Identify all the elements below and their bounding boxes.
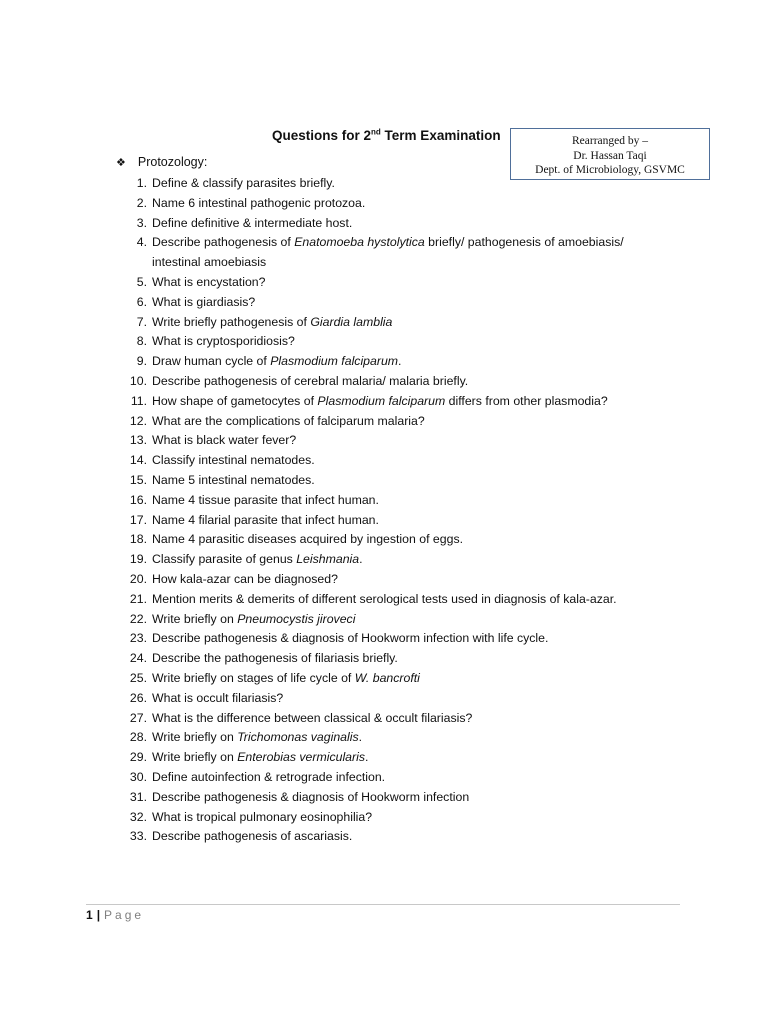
- question-text-part: What is the difference between classical & occult filariasis?: [152, 710, 473, 725]
- question-item: [122, 788, 624, 808]
- credit-line-3: Dept. of Microbiology, GSVMC: [535, 164, 685, 176]
- question-italic-term: Enterobias vermicularis: [237, 750, 365, 765]
- question-italic-term: W. bancrofti: [354, 670, 420, 685]
- question-item: [122, 372, 624, 392]
- question-text-part: Describe pathogenesis of: [152, 235, 295, 250]
- question-text: [152, 412, 425, 432]
- question-item: [122, 590, 624, 610]
- question-number: 15.: [129, 472, 147, 487]
- question-item: [122, 550, 624, 570]
- question-number: 23.: [129, 631, 147, 646]
- question-text-part: How shape of gametocytes of: [152, 393, 318, 408]
- question-number: 30.: [129, 769, 147, 784]
- question-text: [152, 471, 315, 491]
- question-row: [122, 194, 624, 214]
- page-label: Page: [104, 908, 145, 922]
- question-row: [122, 313, 624, 333]
- question-text-part: Define definitive & intermediate host.: [152, 215, 353, 230]
- question-text: [152, 827, 352, 847]
- question-number: 5.: [136, 274, 147, 289]
- question-row: [122, 728, 624, 748]
- question-italic-term: Pneumocystis jiroveci: [237, 611, 356, 626]
- question-number: 22.: [129, 611, 147, 626]
- question-item: [122, 412, 624, 432]
- question-text-part: Write briefly on: [152, 730, 238, 745]
- question-item: [122, 808, 624, 828]
- question-row: [122, 649, 624, 669]
- question-row: [122, 788, 624, 808]
- question-item: [122, 471, 624, 491]
- question-number: 8.: [136, 334, 147, 349]
- question-text: [152, 610, 355, 630]
- question-row: [122, 392, 624, 412]
- question-text-part: .: [359, 552, 363, 567]
- question-text: [152, 689, 283, 709]
- question-text-part: What is giardiasis?: [152, 294, 256, 309]
- question-item: [122, 273, 624, 293]
- question-item: [122, 669, 624, 689]
- section-heading: [116, 155, 207, 169]
- question-item: [122, 392, 624, 412]
- question-italic-term: Plasmodium falciparum: [270, 354, 399, 369]
- question-row: [122, 808, 624, 828]
- question-text: [152, 313, 392, 333]
- question-item: [122, 214, 624, 234]
- question-row: [122, 709, 624, 729]
- question-item: [122, 491, 624, 511]
- question-number: 18.: [129, 532, 147, 547]
- question-text: [152, 293, 255, 313]
- question-item: [122, 827, 624, 847]
- question-number: 12.: [129, 413, 147, 428]
- question-text-part: Write briefly on stages of life cycle of: [152, 670, 355, 685]
- question-text-part: Describe the pathogenesis of filariasis briefly.: [152, 651, 398, 666]
- question-number: 2.: [136, 195, 147, 210]
- question-text-part: Classify parasite of genus: [152, 552, 297, 567]
- question-item: [122, 194, 624, 214]
- question-text-part: Name 5 intestinal nematodes.: [152, 472, 315, 487]
- question-number: 28.: [129, 730, 147, 745]
- question-text: [152, 748, 368, 768]
- question-item: [122, 352, 624, 372]
- credit-line-2: Dr. Hassan Taqi: [573, 149, 647, 162]
- question-item: [122, 174, 624, 194]
- question-text-part: Write briefly on: [152, 750, 238, 765]
- question-text: [152, 669, 420, 689]
- question-text-part: Write briefly pathogenesis of: [152, 314, 311, 329]
- question-row: [122, 491, 624, 511]
- question-row: [122, 352, 624, 372]
- question-item: [122, 313, 624, 333]
- question-text: [152, 392, 608, 412]
- question-row: [122, 550, 624, 570]
- question-text: [152, 273, 265, 293]
- question-item: [122, 768, 624, 788]
- question-text: [152, 570, 338, 590]
- question-text-part: Draw human cycle of: [152, 354, 271, 369]
- question-text: [152, 451, 315, 471]
- question-number: 33.: [129, 829, 147, 844]
- question-row: [122, 174, 624, 194]
- question-number: 6.: [136, 294, 147, 309]
- question-text-part: Describe pathogenesis & diagnosis of Hookworm infection with life cycle.: [152, 631, 549, 646]
- question-italic-term: Leishmania: [296, 552, 360, 567]
- question-text-part: Describe pathogenesis of cerebral malaria/ malaria briefly.: [152, 373, 469, 388]
- question-number: 7.: [136, 314, 147, 329]
- question-italic-term: Plasmodium falciparum: [317, 393, 446, 408]
- question-row: [122, 768, 624, 788]
- question-list: [122, 174, 624, 847]
- question-item: [122, 431, 624, 451]
- question-item: [122, 570, 624, 590]
- question-row: [122, 530, 624, 550]
- question-number: 17.: [129, 512, 147, 527]
- question-item: [122, 332, 624, 352]
- credit-box: [510, 128, 710, 180]
- question-text: [152, 788, 469, 808]
- question-row: [122, 511, 624, 531]
- question-text: [152, 530, 463, 550]
- question-row: [122, 451, 624, 471]
- question-item: [122, 629, 624, 649]
- diamond-bullet-icon: ❖: [116, 156, 126, 169]
- question-number: 21.: [129, 591, 147, 606]
- question-number: 32.: [129, 809, 147, 824]
- question-item: [122, 511, 624, 531]
- question-number: 26.: [129, 690, 147, 705]
- question-text-part: What is black water fever?: [152, 433, 297, 448]
- question-text-part: Name 4 tissue parasite that infect human.: [152, 492, 379, 507]
- question-row: [122, 293, 624, 313]
- question-text-part: What is occult filariasis?: [152, 690, 284, 705]
- question-text: [152, 491, 379, 511]
- question-row: [122, 669, 624, 689]
- question-row: [122, 273, 624, 293]
- question-row: [122, 471, 624, 491]
- question-text-part: Classify intestinal nematodes.: [152, 453, 315, 468]
- question-number: 1.: [136, 176, 147, 190]
- question-text: [152, 214, 352, 234]
- question-item: [122, 530, 624, 550]
- question-text: [152, 709, 472, 729]
- question-number: 11.: [130, 393, 147, 408]
- question-text: [152, 728, 362, 748]
- question-text: [152, 649, 398, 669]
- question-number: 25.: [129, 670, 147, 685]
- question-text: [152, 629, 548, 649]
- question-text: [152, 233, 624, 253]
- question-item: [122, 709, 624, 729]
- question-item: [122, 748, 624, 768]
- question-number: 29.: [129, 750, 147, 765]
- question-number: 27.: [129, 710, 147, 725]
- question-italic-term: Trichomonas vaginalis: [237, 730, 359, 745]
- question-item: [122, 233, 624, 273]
- title-pre: Questions for 2: [272, 128, 372, 143]
- question-item: [122, 728, 624, 748]
- question-number: 24.: [129, 651, 147, 666]
- question-text: [152, 511, 379, 531]
- question-text: [152, 174, 335, 194]
- question-row: [122, 590, 624, 610]
- question-text-part: Name 6 intestinal pathogenic protozoa.: [152, 195, 366, 210]
- question-text-part: briefly/ pathogenesis of amoebiasis/: [424, 235, 624, 250]
- question-row: [122, 214, 624, 234]
- question-number: 16.: [129, 492, 147, 507]
- question-number: 14.: [129, 453, 147, 468]
- question-text-part: .: [358, 730, 363, 745]
- question-row: [122, 629, 624, 649]
- question-italic-term: Giardia lamblia: [310, 314, 393, 329]
- question-text-part: What is encystation?: [152, 274, 266, 289]
- question-text-part: What are the complications of falciparum malaria?: [152, 413, 425, 428]
- question-text-part: What is tropical pulmonary eosinophilia?: [152, 809, 373, 824]
- question-text-part: Write briefly on: [152, 611, 238, 626]
- question-text: [152, 332, 295, 352]
- question-text-part: What is cryptosporidiosis?: [152, 334, 295, 349]
- question-text: [152, 352, 401, 372]
- question-text: [152, 768, 385, 788]
- question-text-part: Define autoinfection & retrograde infection.: [152, 769, 386, 784]
- title-superscript: nd: [371, 127, 381, 137]
- question-text-part: Describe pathogenesis of ascariasis.: [152, 829, 353, 844]
- question-continuation: intestinal amoebiasis: [152, 255, 267, 270]
- question-row: [122, 332, 624, 352]
- question-row: [122, 412, 624, 432]
- question-item: [122, 293, 624, 313]
- question-row: [122, 431, 624, 451]
- question-row: [122, 827, 624, 847]
- question-number: 9.: [136, 354, 147, 369]
- question-number: 4.: [136, 235, 147, 250]
- question-text-part: Name 4 parasitic diseases acquired by ingestion of eggs.: [152, 532, 464, 547]
- question-row: [122, 689, 624, 709]
- question-text-part: differs from other plasmodia?: [445, 393, 608, 408]
- question-text: [152, 431, 296, 451]
- section-label: Protozology:: [137, 155, 208, 169]
- question-number: 10.: [129, 373, 147, 388]
- page-title: [272, 128, 501, 143]
- question-number: 20.: [129, 571, 147, 586]
- question-row: [122, 372, 624, 392]
- question-text-part: .: [365, 750, 369, 765]
- question-item: [122, 610, 624, 630]
- page-footer: [86, 908, 144, 922]
- question-italic-term: Enatomoeba hystolytica: [294, 235, 425, 250]
- question-text: [152, 194, 365, 214]
- question-row: [122, 233, 624, 253]
- question-text-part: Mention merits & demerits of different serological tests used in diagnosis of kala-azar.: [152, 591, 617, 606]
- credit-line-1: Rearranged by –: [572, 135, 648, 147]
- question-text: [152, 808, 372, 828]
- question-row: [122, 610, 624, 630]
- question-row: [122, 570, 624, 590]
- question-text-part: Describe pathogenesis & diagnosis of Hookworm infection: [152, 789, 470, 804]
- title-post: Term Examination: [380, 128, 501, 143]
- question-text: [152, 372, 468, 392]
- question-text-part: How kala-azar can be diagnosed?: [152, 571, 338, 586]
- question-item: [122, 649, 624, 669]
- question-row: [122, 748, 624, 768]
- footer-divider: [86, 904, 680, 905]
- question-number: 19.: [129, 552, 147, 567]
- question-text-part: .: [398, 354, 402, 369]
- question-item: [122, 689, 624, 709]
- question-text-part: Define & classify parasites briefly.: [152, 176, 335, 190]
- question-number: 13.: [129, 433, 147, 448]
- question-text: [152, 550, 363, 570]
- footer-separator: |: [96, 908, 101, 922]
- question-number: 3.: [136, 215, 147, 230]
- page-number: 1: [86, 908, 93, 922]
- question-text: [152, 590, 617, 610]
- question-number: 31.: [129, 789, 147, 804]
- question-text-part: Name 4 filarial parasite that infect human.: [152, 512, 379, 527]
- question-item: [122, 451, 624, 471]
